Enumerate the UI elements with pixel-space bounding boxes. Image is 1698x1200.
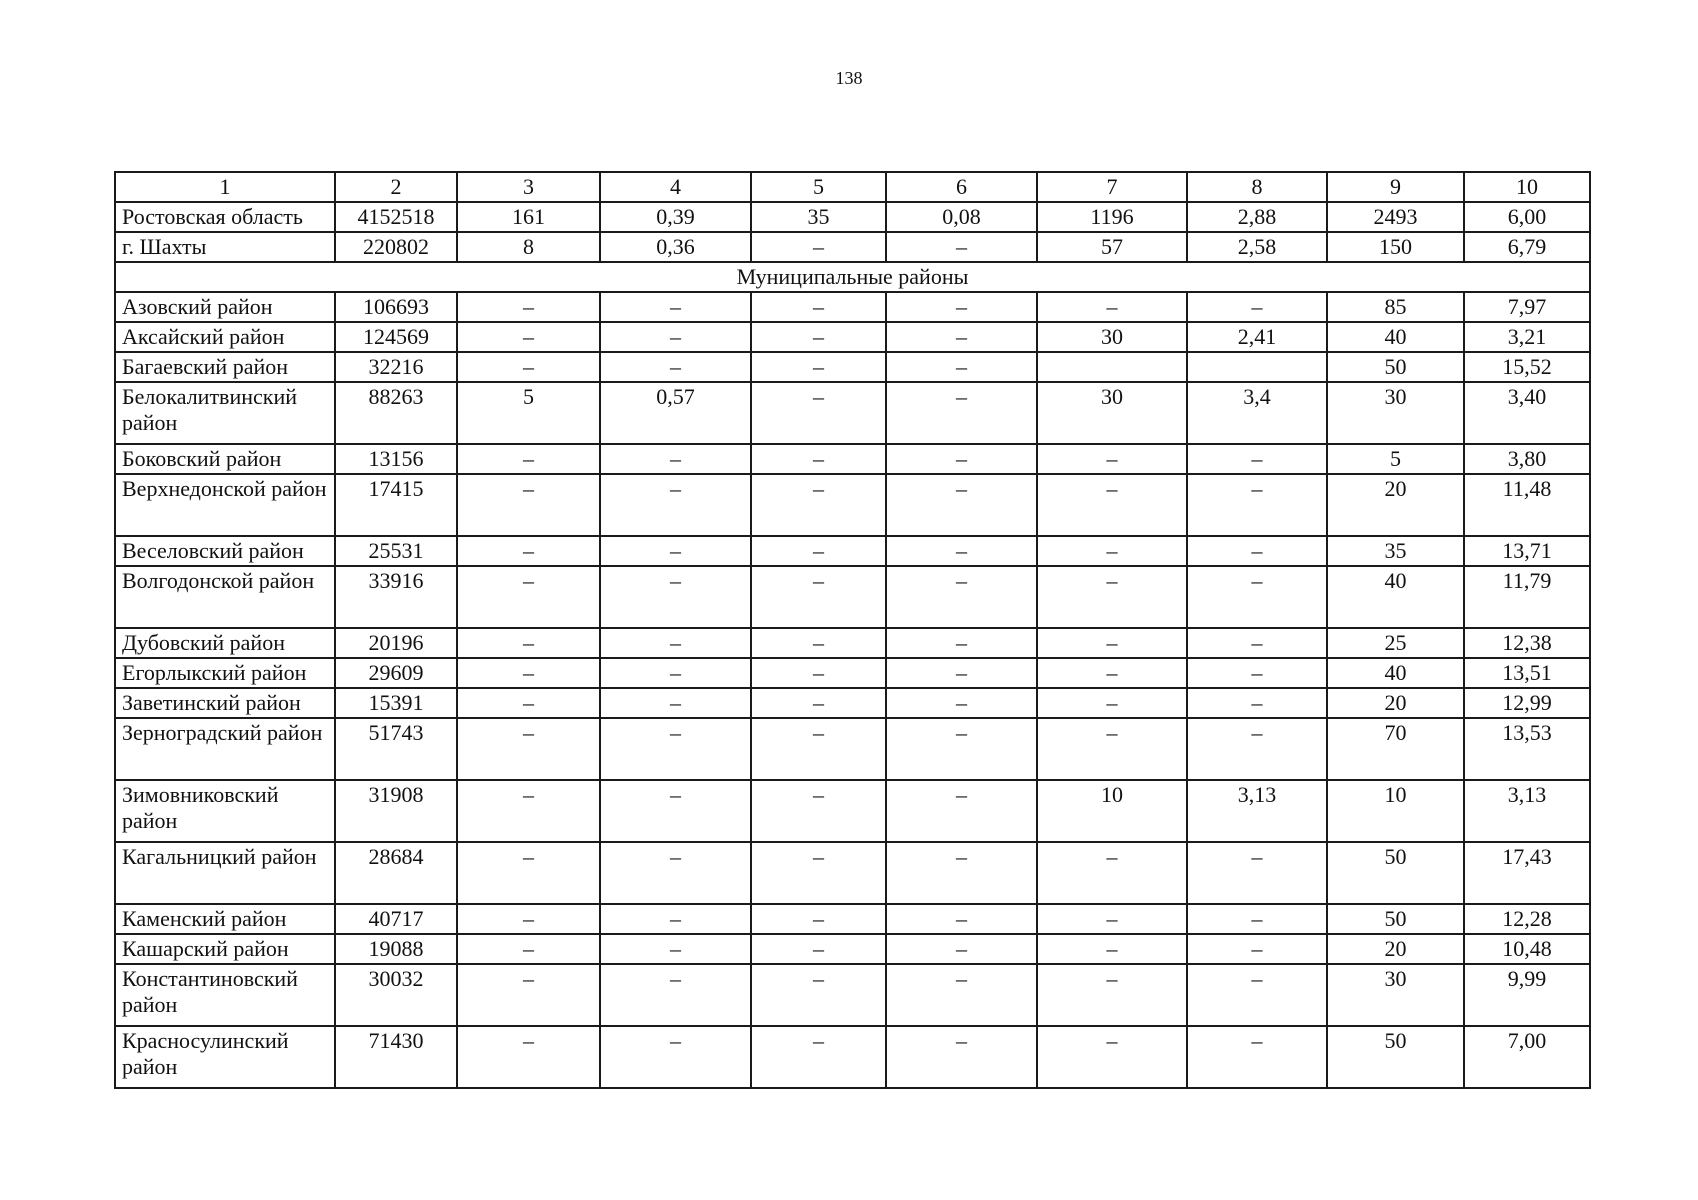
value-cell-col-7: –: [1037, 536, 1187, 566]
value-cell-col-8: –: [1187, 934, 1327, 964]
value-cell-col-8: –: [1187, 842, 1327, 904]
value-cell-col-9: 20: [1327, 934, 1464, 964]
value-cell-col-4: –: [600, 322, 751, 352]
value-cell-col-5: –: [751, 382, 886, 444]
value-cell-col-2: 17415: [335, 474, 457, 536]
value-cell-col-4: –: [600, 292, 751, 322]
value-cell-col-7: –: [1037, 292, 1187, 322]
table-row: [115, 718, 1590, 780]
value-cell-col-5: –: [751, 842, 886, 904]
value-cell-col-3: –: [457, 292, 600, 322]
value-cell-col-8: 3,4: [1187, 382, 1327, 444]
value-cell-col-5: –: [751, 536, 886, 566]
value-cell-col-9: 30: [1327, 382, 1464, 444]
table-row: [115, 780, 1590, 842]
row-label-cell: г. Шахты: [115, 232, 335, 262]
value-cell-col-9: 2493: [1327, 202, 1464, 232]
table-row: [115, 382, 1590, 444]
section-row: [115, 262, 1590, 292]
value-cell-col-9: 5: [1327, 444, 1464, 474]
value-cell-col-8: 2,41: [1187, 322, 1327, 352]
value-cell-col-10: 7,97: [1464, 292, 1590, 322]
value-cell-col-10: 13,51: [1464, 658, 1590, 688]
header-row: [115, 172, 1590, 202]
value-cell-col-3: –: [457, 444, 600, 474]
table-row: [115, 322, 1590, 352]
page-number: 138: [835, 68, 863, 88]
value-cell-col-9: 9: [1327, 172, 1464, 202]
value-cell-col-6: –: [886, 1026, 1037, 1088]
value-cell-col-2: 31908: [335, 780, 457, 842]
value-cell-col-5: –: [751, 352, 886, 382]
table-row: [115, 658, 1590, 688]
value-cell-col-8: 3,13: [1187, 780, 1327, 842]
value-cell-col-9: 150: [1327, 232, 1464, 262]
value-cell-col-8: –: [1187, 688, 1327, 718]
value-cell-col-5: –: [751, 658, 886, 688]
row-label-cell: Багаевский район: [115, 352, 335, 382]
value-cell-col-7: 30: [1037, 382, 1187, 444]
value-cell-col-3: 3: [457, 172, 600, 202]
value-cell-col-6: –: [886, 536, 1037, 566]
value-cell-col-3: –: [457, 934, 600, 964]
value-cell-col-7: –: [1037, 718, 1187, 780]
value-cell-col-2: 13156: [335, 444, 457, 474]
value-cell-col-10: 6,00: [1464, 202, 1590, 232]
value-cell-col-8: –: [1187, 566, 1327, 628]
value-cell-col-6: 0,08: [886, 202, 1037, 232]
value-cell-col-6: 6: [886, 172, 1037, 202]
value-cell-col-3: –: [457, 536, 600, 566]
value-cell-col-9: 25: [1327, 628, 1464, 658]
value-cell-col-6: –: [886, 658, 1037, 688]
value-cell-col-3: –: [457, 352, 600, 382]
value-cell-col-3: –: [457, 1026, 600, 1088]
value-cell-col-2: 220802: [335, 232, 457, 262]
value-cell-col-4: –: [600, 842, 751, 904]
row-label-cell: Красносулинский район: [115, 1026, 335, 1088]
value-cell-col-5: –: [751, 322, 886, 352]
table-row: [115, 474, 1590, 536]
value-cell-col-10: 13,53: [1464, 718, 1590, 780]
value-cell-col-5: –: [751, 628, 886, 658]
value-cell-col-2: 71430: [335, 1026, 457, 1088]
value-cell-col-9: 70: [1327, 718, 1464, 780]
value-cell-col-5: –: [751, 444, 886, 474]
value-cell-col-10: 12,99: [1464, 688, 1590, 718]
value-cell-col-7: –: [1037, 474, 1187, 536]
value-cell-col-6: –: [886, 842, 1037, 904]
section-title: Муниципальные районы: [115, 262, 1590, 292]
row-label-cell: Кашарский район: [115, 934, 335, 964]
value-cell-col-6: –: [886, 292, 1037, 322]
table-row: [115, 842, 1590, 904]
value-cell-col-9: 30: [1327, 964, 1464, 1026]
table-row: [115, 1026, 1590, 1088]
value-cell-col-2: 88263: [335, 382, 457, 444]
value-cell-col-9: 40: [1327, 566, 1464, 628]
value-cell-col-4: –: [600, 718, 751, 780]
value-cell-col-5: 5: [751, 172, 886, 202]
value-cell-col-7: –: [1037, 688, 1187, 718]
table-row: [115, 352, 1590, 382]
value-cell-col-10: 3,13: [1464, 780, 1590, 842]
summary-row: [115, 202, 1590, 232]
value-cell-col-2: 40717: [335, 904, 457, 934]
value-cell-col-10: 9,99: [1464, 964, 1590, 1026]
value-cell-col-9: 10: [1327, 780, 1464, 842]
value-cell-col-7: 7: [1037, 172, 1187, 202]
value-cell-col-10: 17,43: [1464, 842, 1590, 904]
value-cell-col-8: 2,58: [1187, 232, 1327, 262]
row-label-cell: Константиновский район: [115, 964, 335, 1026]
value-cell-col-5: –: [751, 232, 886, 262]
value-cell-col-10: 7,00: [1464, 1026, 1590, 1088]
row-label-cell: Боковский район: [115, 444, 335, 474]
value-cell-col-9: 50: [1327, 352, 1464, 382]
value-cell-col-4: –: [600, 964, 751, 1026]
value-cell-col-9: 20: [1327, 688, 1464, 718]
row-label-cell: Белокалитвинский район: [115, 382, 335, 444]
value-cell-col-4: –: [600, 1026, 751, 1088]
value-cell-col-10: 12,38: [1464, 628, 1590, 658]
value-cell-col-4: 0,57: [600, 382, 751, 444]
value-cell-col-8: –: [1187, 292, 1327, 322]
value-cell-col-9: 85: [1327, 292, 1464, 322]
value-cell-col-4: –: [600, 444, 751, 474]
value-cell-col-7: –: [1037, 934, 1187, 964]
value-cell-col-8: 8: [1187, 172, 1327, 202]
value-cell-col-4: –: [600, 688, 751, 718]
row-label-cell: Верхнедонской район: [115, 474, 335, 536]
row-label-cell: Азовский район: [115, 292, 335, 322]
value-cell-col-2: 124569: [335, 322, 457, 352]
value-cell-col-7: 10: [1037, 780, 1187, 842]
value-cell-col-4: –: [600, 780, 751, 842]
value-cell-col-8: –: [1187, 628, 1327, 658]
value-cell-col-4: –: [600, 536, 751, 566]
value-cell-col-9: 40: [1327, 322, 1464, 352]
value-cell-col-3: 5: [457, 382, 600, 444]
value-cell-col-7: –: [1037, 842, 1187, 904]
row-label-cell: Каменский район: [115, 904, 335, 934]
value-cell-col-6: –: [886, 474, 1037, 536]
table-row: [115, 444, 1590, 474]
value-cell-col-2: 30032: [335, 964, 457, 1026]
value-cell-col-10: 3,40: [1464, 382, 1590, 444]
value-cell-col-6: –: [886, 934, 1037, 964]
value-cell-col-10: 10: [1464, 172, 1590, 202]
value-cell-col-3: –: [457, 628, 600, 658]
value-cell-col-4: –: [600, 904, 751, 934]
value-cell-col-8: 2,88: [1187, 202, 1327, 232]
value-cell-col-2: 4152518: [335, 202, 457, 232]
value-cell-col-6: –: [886, 352, 1037, 382]
value-cell-col-9: 35: [1327, 536, 1464, 566]
value-cell-col-5: –: [751, 780, 886, 842]
value-cell-col-10: 11,48: [1464, 474, 1590, 536]
table-body: [115, 172, 1590, 1088]
value-cell-col-2: 33916: [335, 566, 457, 628]
table-row: [115, 566, 1590, 628]
value-cell-col-6: –: [886, 382, 1037, 444]
value-cell-col-3: –: [457, 688, 600, 718]
row-label-cell: 1: [115, 172, 335, 202]
value-cell-col-7: –: [1037, 658, 1187, 688]
value-cell-col-8: –: [1187, 718, 1327, 780]
value-cell-col-6: –: [886, 904, 1037, 934]
value-cell-col-3: –: [457, 658, 600, 688]
row-label-cell: Заветинский район: [115, 688, 335, 718]
value-cell-col-3: –: [457, 842, 600, 904]
value-cell-col-4: –: [600, 352, 751, 382]
table-row: [115, 628, 1590, 658]
value-cell-col-3: –: [457, 566, 600, 628]
value-cell-col-2: 106693: [335, 292, 457, 322]
value-cell-col-2: 32216: [335, 352, 457, 382]
row-label-cell: Кагальницкий район: [115, 842, 335, 904]
value-cell-col-6: –: [886, 232, 1037, 262]
value-cell-col-7: 1196: [1037, 202, 1187, 232]
value-cell-col-9: 50: [1327, 1026, 1464, 1088]
value-cell-col-8: [1187, 352, 1327, 382]
value-cell-col-7: –: [1037, 628, 1187, 658]
value-cell-col-6: –: [886, 322, 1037, 352]
row-label-cell: Аксайский район: [115, 322, 335, 352]
value-cell-col-4: –: [600, 658, 751, 688]
value-cell-col-2: 51743: [335, 718, 457, 780]
value-cell-col-4: –: [600, 474, 751, 536]
value-cell-col-6: –: [886, 566, 1037, 628]
value-cell-col-5: –: [751, 964, 886, 1026]
value-cell-col-9: 50: [1327, 904, 1464, 934]
row-label-cell: Зимовниковский район: [115, 780, 335, 842]
value-cell-col-3: –: [457, 718, 600, 780]
value-cell-col-8: –: [1187, 658, 1327, 688]
value-cell-col-2: 2: [335, 172, 457, 202]
value-cell-col-6: –: [886, 444, 1037, 474]
value-cell-col-5: –: [751, 1026, 886, 1088]
value-cell-col-10: 6,79: [1464, 232, 1590, 262]
table-row: [115, 934, 1590, 964]
value-cell-col-2: 25531: [335, 536, 457, 566]
value-cell-col-10: 12,28: [1464, 904, 1590, 934]
row-label-cell: Дубовский район: [115, 628, 335, 658]
value-cell-col-2: 28684: [335, 842, 457, 904]
table-row: [115, 964, 1590, 1026]
value-cell-col-5: –: [751, 566, 886, 628]
value-cell-col-7: 30: [1037, 322, 1187, 352]
value-cell-col-6: –: [886, 780, 1037, 842]
value-cell-col-3: –: [457, 904, 600, 934]
value-cell-col-4: 0,36: [600, 232, 751, 262]
value-cell-col-7: –: [1037, 904, 1187, 934]
value-cell-col-10: 15,52: [1464, 352, 1590, 382]
value-cell-col-4: –: [600, 566, 751, 628]
value-cell-col-5: 35: [751, 202, 886, 232]
value-cell-col-9: 50: [1327, 842, 1464, 904]
value-cell-col-2: 15391: [335, 688, 457, 718]
table-row: [115, 536, 1590, 566]
summary-row: [115, 232, 1590, 262]
value-cell-col-10: 11,79: [1464, 566, 1590, 628]
value-cell-col-6: –: [886, 688, 1037, 718]
value-cell-col-3: 8: [457, 232, 600, 262]
value-cell-col-7: 57: [1037, 232, 1187, 262]
value-cell-col-7: [1037, 352, 1187, 382]
value-cell-col-7: –: [1037, 964, 1187, 1026]
value-cell-col-7: –: [1037, 1026, 1187, 1088]
value-cell-col-10: 10,48: [1464, 934, 1590, 964]
value-cell-col-6: –: [886, 628, 1037, 658]
value-cell-col-8: –: [1187, 1026, 1327, 1088]
value-cell-col-8: –: [1187, 444, 1327, 474]
value-cell-col-8: –: [1187, 536, 1327, 566]
table-row: [115, 904, 1590, 934]
value-cell-col-6: –: [886, 964, 1037, 1026]
value-cell-col-10: 13,71: [1464, 536, 1590, 566]
value-cell-col-2: 20196: [335, 628, 457, 658]
value-cell-col-5: –: [751, 292, 886, 322]
row-label-cell: Егорлыкский район: [115, 658, 335, 688]
value-cell-col-7: –: [1037, 444, 1187, 474]
value-cell-col-10: 3,80: [1464, 444, 1590, 474]
value-cell-col-4: 0,39: [600, 202, 751, 232]
value-cell-col-9: 40: [1327, 658, 1464, 688]
row-label-cell: Ростовская область: [115, 202, 335, 232]
table-row: [115, 688, 1590, 718]
value-cell-col-4: 4: [600, 172, 751, 202]
value-cell-col-5: –: [751, 718, 886, 780]
value-cell-col-6: –: [886, 718, 1037, 780]
row-label-cell: Волгодонской район: [115, 566, 335, 628]
value-cell-col-3: –: [457, 780, 600, 842]
value-cell-col-3: –: [457, 964, 600, 1026]
value-cell-col-3: –: [457, 322, 600, 352]
value-cell-col-4: –: [600, 628, 751, 658]
value-cell-col-5: –: [751, 688, 886, 718]
value-cell-col-5: –: [751, 474, 886, 536]
value-cell-col-8: –: [1187, 964, 1327, 1026]
value-cell-col-3: 161: [457, 202, 600, 232]
value-cell-col-9: 20: [1327, 474, 1464, 536]
value-cell-col-10: 3,21: [1464, 322, 1590, 352]
value-cell-col-7: –: [1037, 566, 1187, 628]
value-cell-col-2: 19088: [335, 934, 457, 964]
value-cell-col-8: –: [1187, 904, 1327, 934]
value-cell-col-8: –: [1187, 474, 1327, 536]
table-row: [115, 292, 1590, 322]
value-cell-col-3: –: [457, 474, 600, 536]
data-table: [114, 171, 1591, 1089]
row-label-cell: Веселовский район: [115, 536, 335, 566]
value-cell-col-4: –: [600, 934, 751, 964]
value-cell-col-5: –: [751, 934, 886, 964]
value-cell-col-2: 29609: [335, 658, 457, 688]
row-label-cell: Зерноградский район: [115, 718, 335, 780]
value-cell-col-5: –: [751, 904, 886, 934]
